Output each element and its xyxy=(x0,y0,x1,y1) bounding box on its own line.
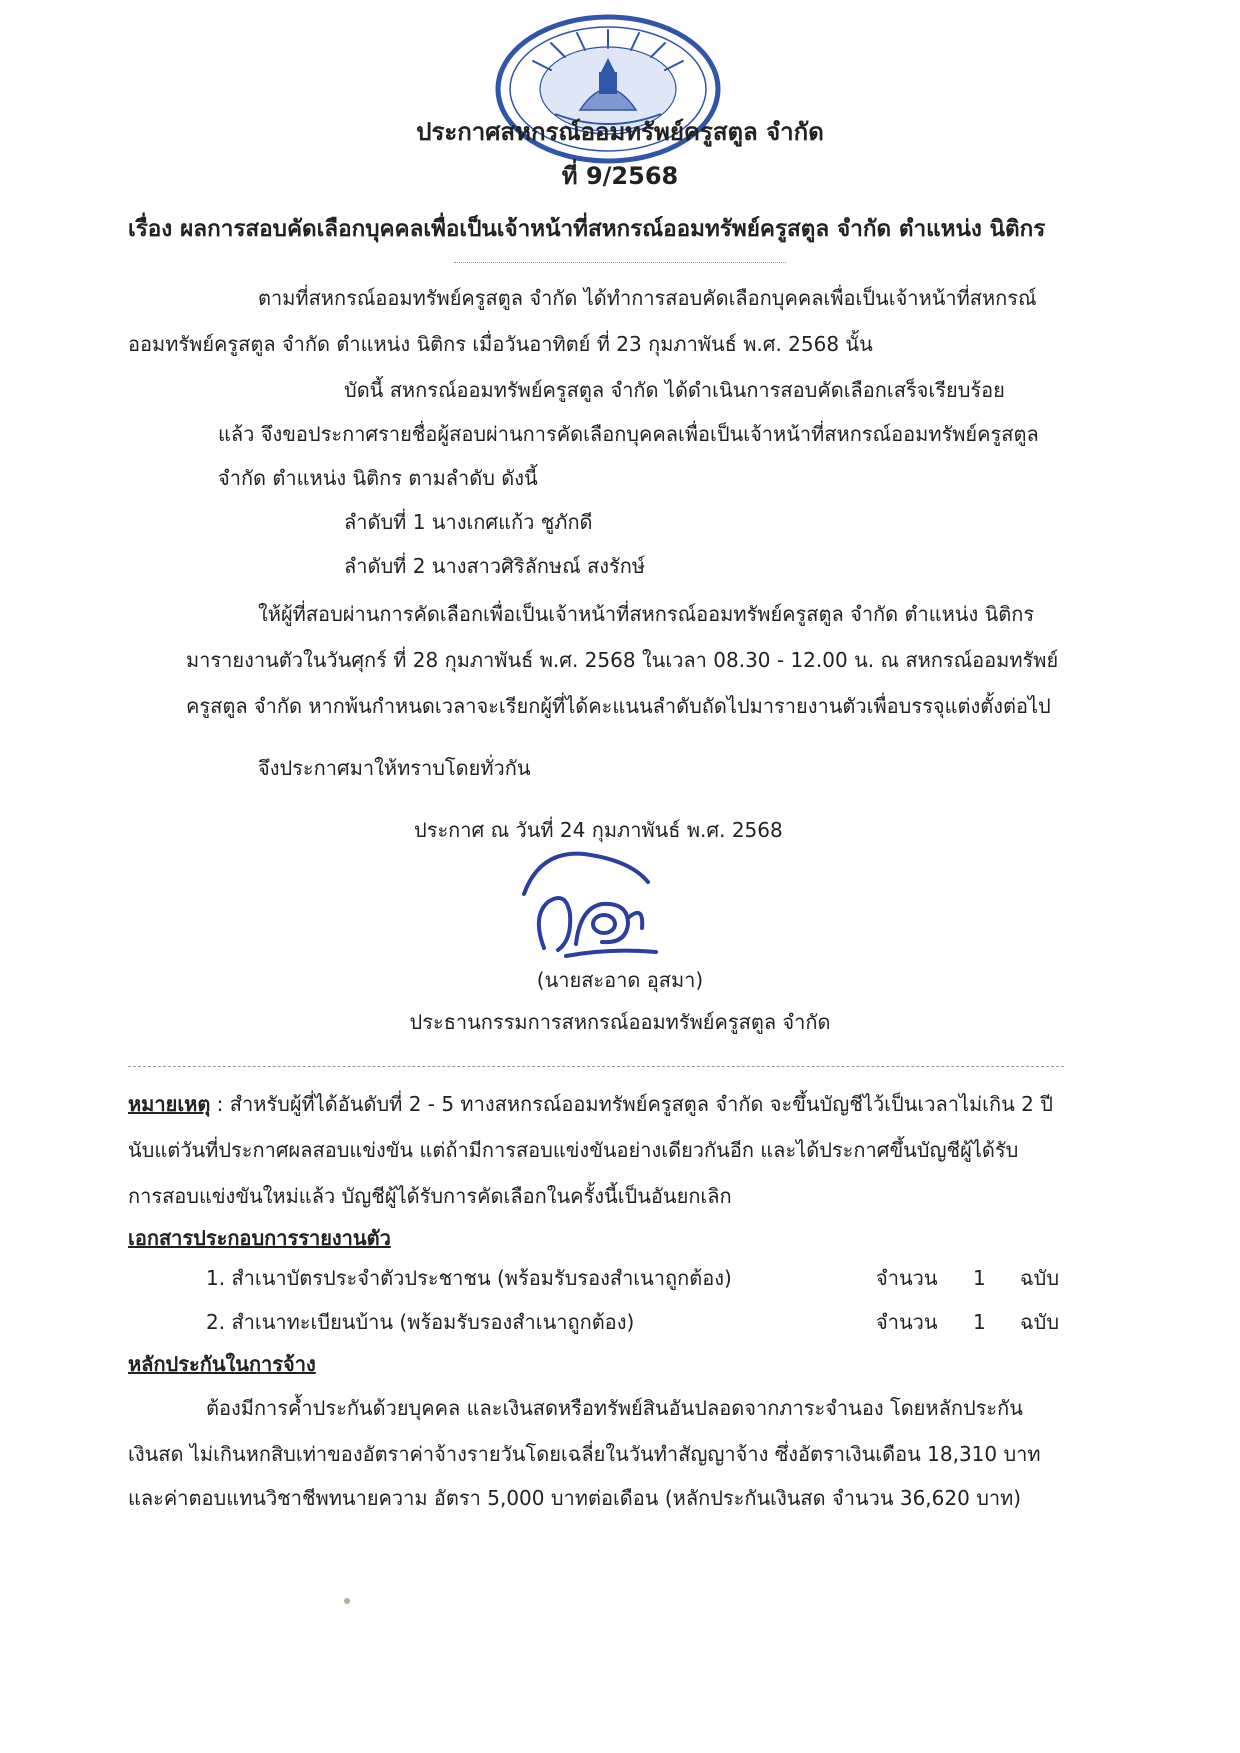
docs-heading: เอกสารประกอบการรายงานตัว xyxy=(128,1226,391,1250)
paragraph-line: ออมทรัพย์ครูสตูล จำกัด ตำแหน่ง นิติกร เมื่อวันอาทิตย์ ที่ 23 กุมภาพันธ์ พ.ศ. 2568 นั้น xyxy=(128,332,873,356)
header-divider xyxy=(454,262,786,263)
announcement-org-title: ประกาศสหกรณ์ออมทรัพย์ครูสตูล จำกัด xyxy=(416,118,824,146)
doc-item-unit: ฉบับ xyxy=(1020,1266,1060,1290)
closing-line: จึงประกาศมาให้ทราบโดยทั่วกัน xyxy=(258,756,531,780)
paragraph-line: มารายงานตัวในวันศุกร์ ที่ 28 กุมภาพันธ์ พ.ศ. 2568 ในเวลา 08.30 - 12.00 น. ณ สหกรณ์ออมทรัพย์ xyxy=(186,648,1059,672)
guarantee-heading: หลักประกันในการจ้าง xyxy=(128,1352,316,1376)
doc-item-label: 1. สำเนาบัตรประจำตัวประชาชน (พร้อมรับรองสำเนาถูกต้อง) xyxy=(206,1266,732,1290)
doc-item-qty-label: จำนวน xyxy=(876,1310,938,1334)
guarantee-line: เงินสด ไม่เกินหกสิบเท่าของอัตราค่าจ้างรายวันโดยเฉลี่ยในวันทำสัญญาจ้าง ซึ่งอัตราเงินเดือน 18,310 บาท xyxy=(128,1442,1041,1466)
note-text: : สำหรับผู้ที่ได้อันดับที่ 2 - 5 ทางสหกรณ์ออมทรัพย์ครูสตูล จำกัด จะขึ้นบัญชีไว้เป็นเวลาไม่เกิน 2 ปี xyxy=(210,1092,1053,1116)
announcement-number: ที่ 9/2568 xyxy=(561,162,679,190)
paragraph-line: จำกัด ตำแหน่ง นิติกร ตามลำดับ ดังนี้ xyxy=(218,466,538,490)
paragraph-line: บัดนี้ สหกรณ์ออมทรัพย์ครูสตูล จำกัด ได้ดำเนินการสอบคัดเลือกเสร็จเรียบร้อย xyxy=(344,378,1005,402)
doc-item-qty-label: จำนวน xyxy=(876,1266,938,1290)
announcement-date: ประกาศ ณ วันที่ 24 กุมภาพันธ์ พ.ศ. 2568 xyxy=(414,818,783,842)
list-item: ลำดับที่ 1 นางเกศแก้ว ชูภักดี xyxy=(344,510,593,534)
note-line: การสอบแข่งขันใหม่แล้ว บัญชีผู้ได้รับการคัดเลือกในครั้งนี้เป็นอันยกเลิก xyxy=(128,1184,732,1208)
guarantee-line: และค่าตอบแทนวิชาชีพทนายความ อัตรา 5,000 บาทต่อเดือน (หลักประกันเงินสด จำนวน 36,620 บาท) xyxy=(128,1486,1022,1510)
note-line: นับแต่วันที่ประกาศผลสอบแข่งขัน แต่ถ้ามีการสอบแข่งขันอย่างเดียวกันอีก และได้ประกาศขึ้นบัญชีผู้ได้รับ xyxy=(128,1138,1019,1162)
scan-speck xyxy=(344,1598,350,1604)
note-label: หมายเหตุ xyxy=(128,1092,211,1116)
doc-item-label: 2. สำเนาทะเบียนบ้าน (พร้อมรับรองสำเนาถูกต้อง) xyxy=(206,1310,635,1334)
signer-name: (นายสะอาด อุสมา) xyxy=(536,968,704,992)
paragraph-line: ครูสตูล จำกัด หากพ้นกำหนดเวลาจะเรียกผู้ที่ได้คะแนนลำดับถัดไปมารายงานตัวเพื่อบรรจุแต่งตั้งต่อไป xyxy=(186,694,1051,718)
list-item: ลำดับที่ 2 นางสาวศิริลักษณ์ สงรักษ์ xyxy=(344,554,646,578)
guarantee-line: ต้องมีการค้ำประกันด้วยบุคคล และเงินสดหรือทรัพย์สินอันปลอดจากภาระจำนอง โดยหลักประกัน xyxy=(206,1396,1023,1420)
doc-item-unit: ฉบับ xyxy=(1020,1310,1060,1334)
paragraph-line: ตามที่สหกรณ์ออมทรัพย์ครูสตูล จำกัด ได้ทำการสอบคัดเลือกบุคคลเพื่อเป็นเจ้าหน้าที่สหกรณ์ xyxy=(258,286,1037,310)
section-divider xyxy=(128,1066,1064,1067)
signature xyxy=(510,844,672,962)
note-line xyxy=(128,1090,1053,1118)
doc-item-qty: 1 xyxy=(973,1266,986,1290)
paragraph-line: ให้ผู้ที่สอบผ่านการคัดเลือกเพื่อเป็นเจ้าหน้าที่สหกรณ์ออมทรัพย์ครูสตูล จำกัด ตำแหน่ง นิติกร xyxy=(258,602,1035,626)
doc-item-qty: 1 xyxy=(973,1310,986,1334)
signer-title: ประธานกรรมการสหกรณ์ออมทรัพย์ครูสตูล จำกัด xyxy=(409,1010,831,1034)
paragraph-line: แล้ว จึงขอประกาศรายชื่อผู้สอบผ่านการคัดเลือกบุคคลเพื่อเป็นเจ้าหน้าที่สหกรณ์ออมทรัพย์ครูสตูล xyxy=(218,422,1039,446)
announcement-subject: เรื่อง ผลการสอบคัดเลือกบุคคลเพื่อเป็นเจ้าหน้าที่สหกรณ์ออมทรัพย์ครูสตูล จำกัด ตำแหน่ง นิติกร xyxy=(128,216,1046,242)
